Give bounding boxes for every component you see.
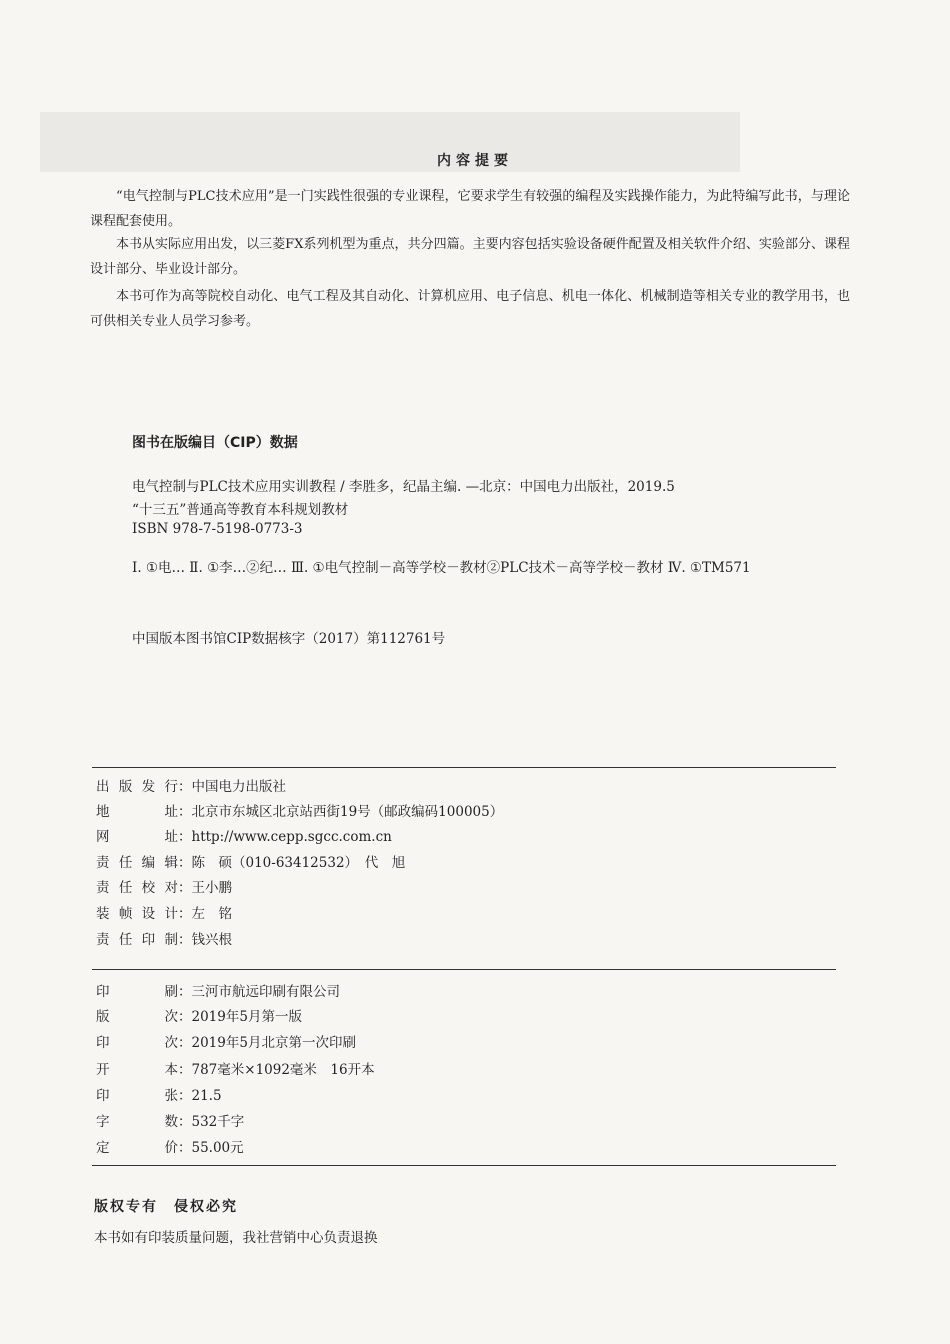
return-policy-note: 本书如有印装质量问题，我社营销中心负责退换 <box>94 1230 378 1246</box>
website-row: 网址：http://www.cepp.sgcc.com.cn <box>96 825 392 845</box>
info-value: 787毫米×1092毫米 16开本 <box>191 1062 375 1078</box>
info-label: 地址 <box>96 804 178 820</box>
info-value: 2019年5月第一版 <box>191 1009 302 1025</box>
info-label: 网址 <box>96 829 178 845</box>
info-value: 钱兴根 <box>191 932 232 948</box>
cip-title-line: 电气控制与PLC技术应用实训教程 / 李胜多，纪晶主编. —北京：中国电力出版社，2019.5 <box>132 479 675 495</box>
cip-record: 中国版本图书馆CIP数据核字（2017）第112761号 <box>132 631 446 647</box>
info-label: 装帧设计 <box>96 906 178 922</box>
info-label: 印刷 <box>96 984 178 1000</box>
info-value: 陈 硕（010-63412532） 代 旭 <box>191 855 406 871</box>
printing-row: 印次：2019年5月北京第一次印刷 <box>96 1031 356 1051</box>
info-label: 开本 <box>96 1062 178 1078</box>
info-value: 55.00元 <box>191 1140 244 1156</box>
divider <box>92 969 836 970</box>
printing-row: 版次：2019年5月第一版 <box>96 1005 302 1025</box>
editor-row: 责任编辑：陈 硕（010-63412532） 代 旭 <box>96 851 405 871</box>
abstract-paragraph: 本书从实际应用出发，以三菱FX系列机型为重点，共分四篇。主要内容包括实验设备硬件配置及相关软件介绍、实验部分、课程设计部分、毕业设计部分。 <box>90 237 850 277</box>
copyright-title: 版权专有 侵权必究 <box>94 1199 238 1215</box>
divider <box>92 1165 836 1166</box>
info-label: 责任校对 <box>96 880 178 896</box>
printing-row: 开本：787毫米×1092毫米 16开本 <box>96 1058 375 1078</box>
print-supervisor-row: 责任印制：钱兴根 <box>96 928 232 948</box>
info-label: 定价 <box>96 1140 178 1156</box>
address-row: 地址：北京市东城区北京站西街19号（邮政编码100005） <box>96 800 503 820</box>
cip-classification: Ⅰ. ①电… Ⅱ. ①李…②纪… Ⅲ. ①电气控制－高等学校－教材②PLC技术－高等学校－教材 Ⅳ. ①TM571 <box>132 560 751 576</box>
cip-series-line: “十三五”普通高等教育本科规划教材 <box>132 502 349 518</box>
info-label: 责任编辑 <box>96 855 178 871</box>
info-value: 王小鹏 <box>191 880 232 896</box>
abstract-paragraph: 本书可作为高等院校自动化、电气工程及其自动化、计算机应用、电子信息、机电一体化、机械制造等相关专业的教学用书，也可供相关专业人员学习参考。 <box>90 289 850 329</box>
info-value: 2019年5月北京第一次印刷 <box>191 1035 356 1051</box>
printing-row: 印张：21.5 <box>96 1084 222 1104</box>
info-value: 中国电力出版社 <box>191 779 286 795</box>
info-label: 出版发行 <box>96 779 178 795</box>
proofreader-row: 责任校对：王小鹏 <box>96 876 232 896</box>
printing-row: 印刷：三河市航远印刷有限公司 <box>96 980 340 1000</box>
divider <box>92 767 836 768</box>
info-label: 字数 <box>96 1114 178 1130</box>
info-label: 版次 <box>96 1009 178 1025</box>
info-value: 三河市航远印刷有限公司 <box>191 984 340 1000</box>
cip-isbn-line: ISBN 978-7-5198-0773-3 <box>132 521 303 537</box>
design-row: 装帧设计：左 铭 <box>96 902 232 922</box>
abstract-paragraph: “电气控制与PLC技术应用”是一门实践性很强的专业课程，它要求学生有较强的编程及实践操作能力，为此特编写此书，与理论课程配套使用。 <box>90 189 850 229</box>
info-value: 532千字 <box>191 1114 245 1130</box>
printing-row: 字数：532千字 <box>96 1110 244 1130</box>
info-label: 印张 <box>96 1088 178 1104</box>
website-link[interactable]: http://www.cepp.sgcc.com.cn <box>191 829 392 845</box>
info-value: 北京市东城区北京站西街19号（邮政编码100005） <box>191 804 504 820</box>
info-value: 21.5 <box>191 1088 222 1104</box>
info-value: 左 铭 <box>191 906 232 922</box>
printing-row: 定价：55.00元 <box>96 1136 244 1156</box>
publisher-row: 出版发行：中国电力出版社 <box>96 775 286 795</box>
info-label: 印次 <box>96 1035 178 1051</box>
cip-heading: 图书在版编目（CIP）数据 <box>132 435 298 451</box>
abstract-title: 内容提要 <box>437 153 513 169</box>
info-label: 责任印制 <box>96 932 178 948</box>
